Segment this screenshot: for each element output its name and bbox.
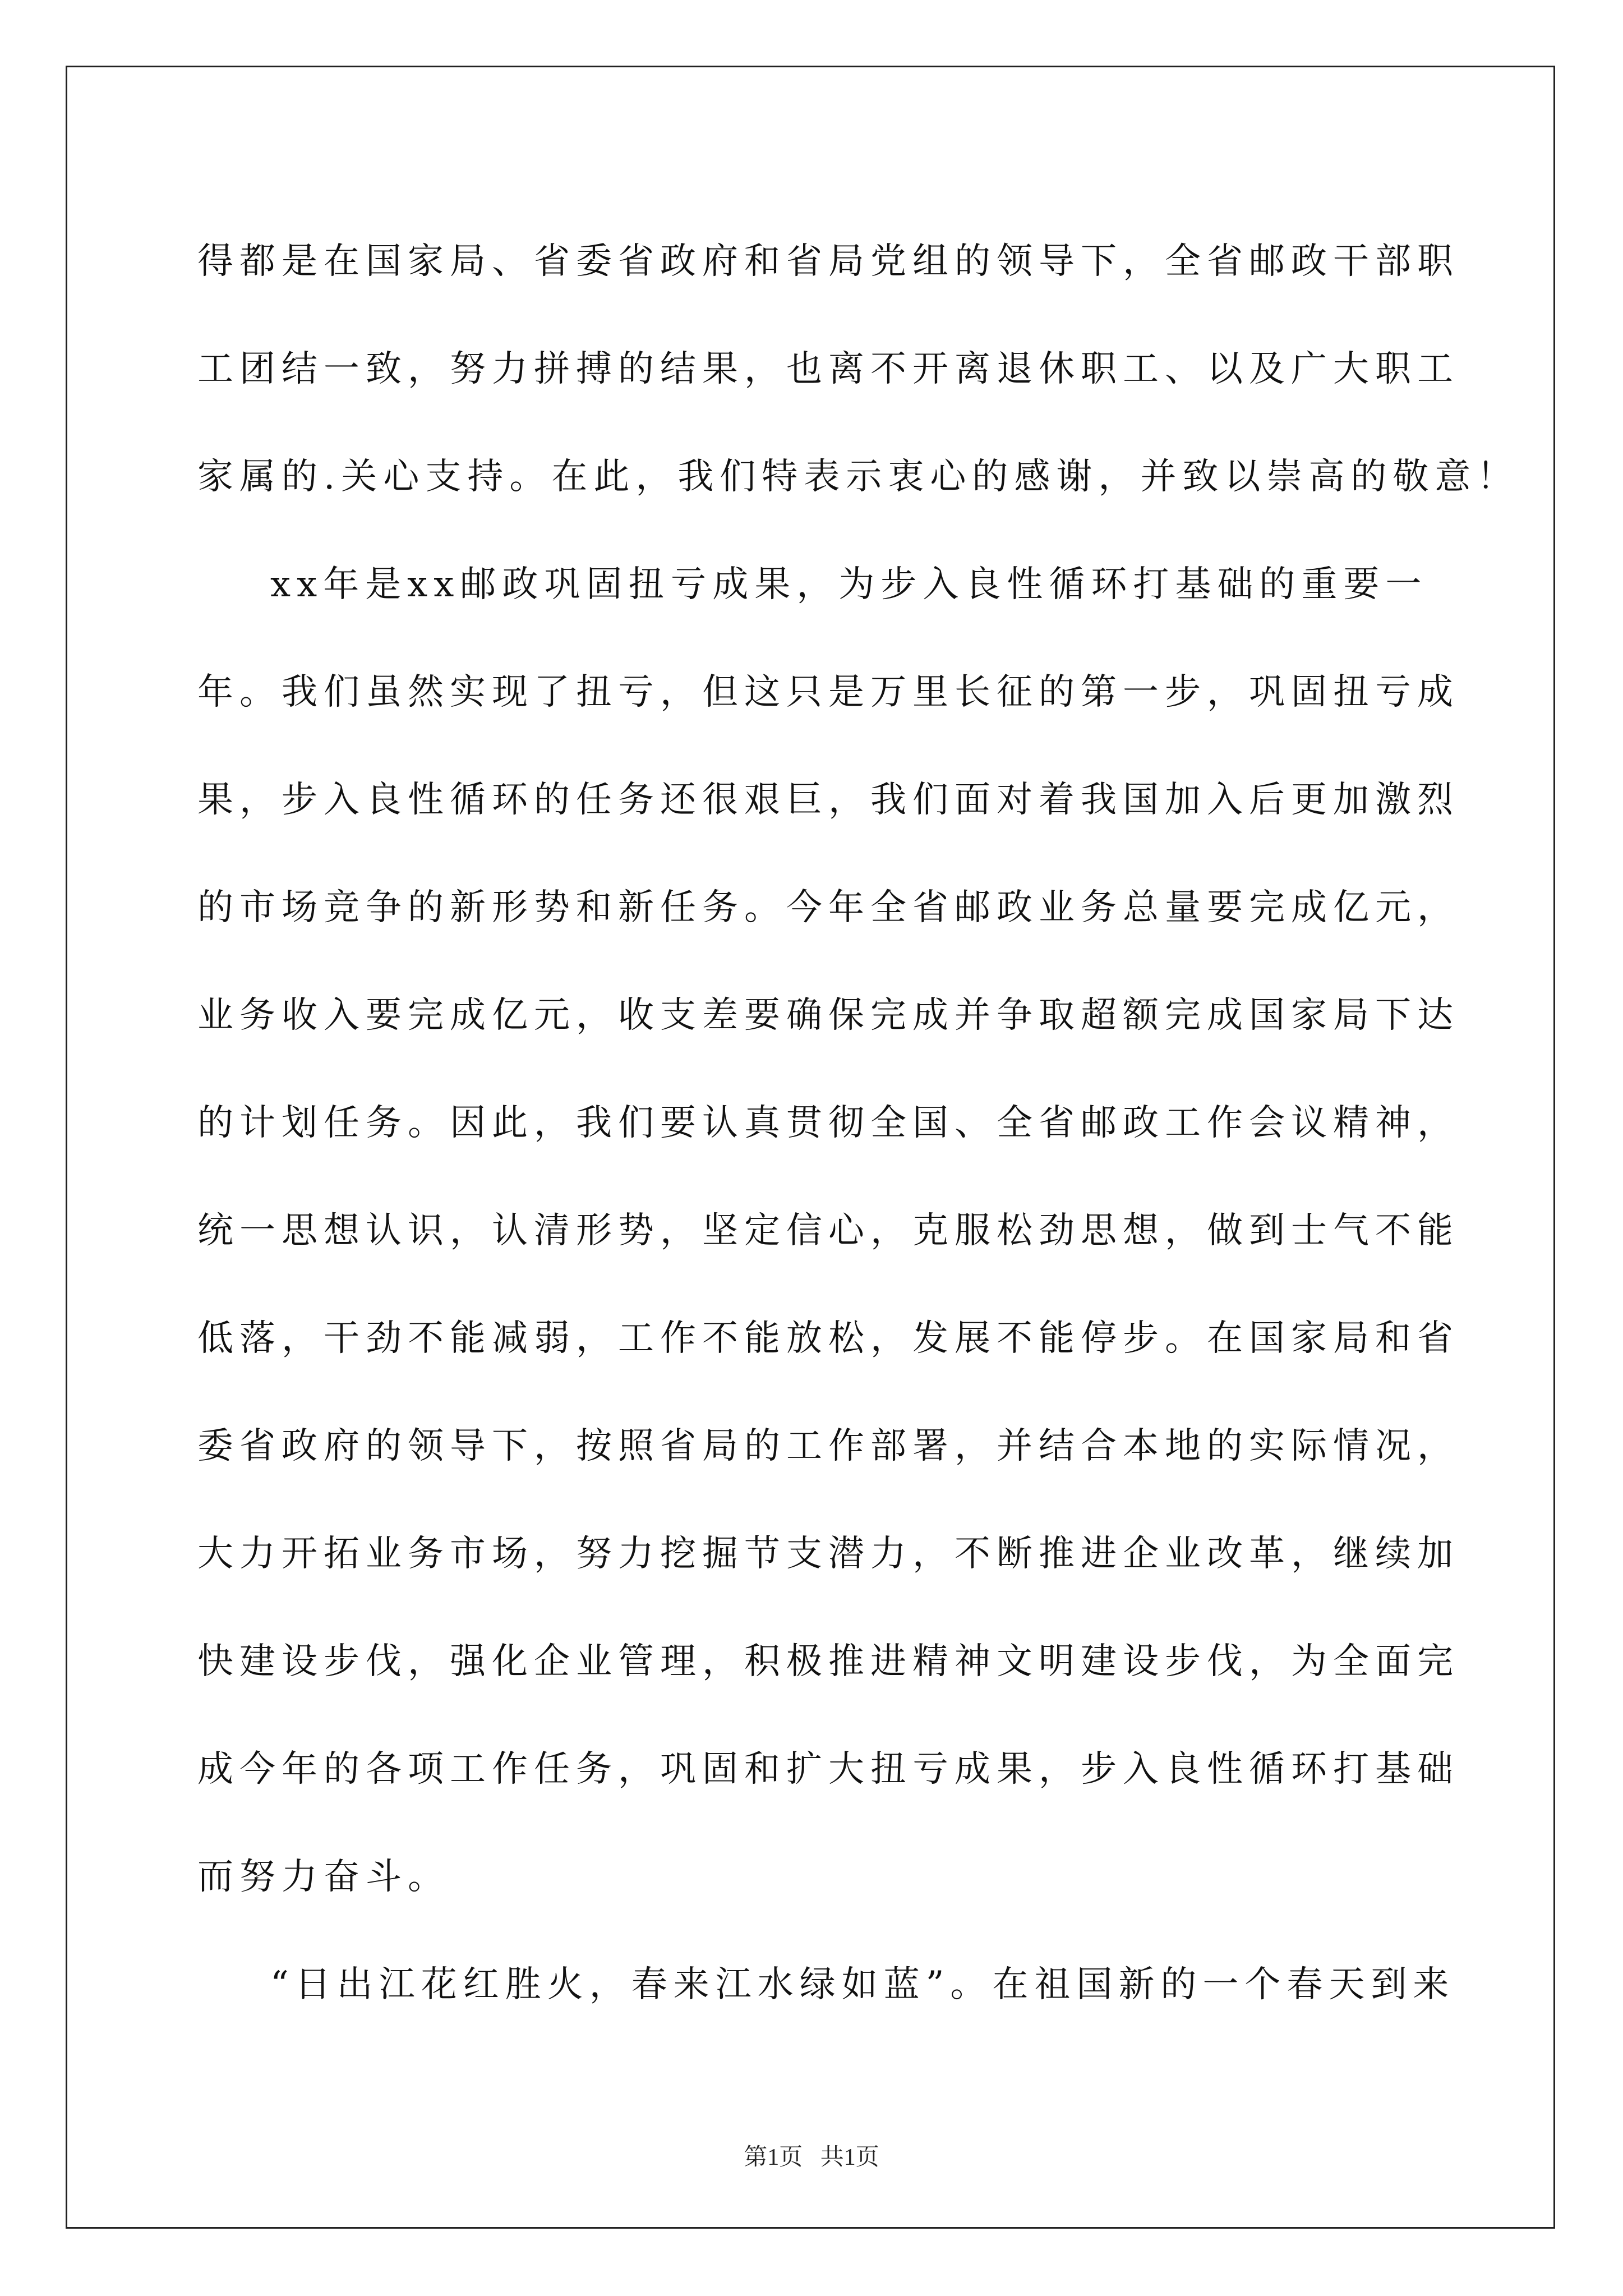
page-number: 第1页: [744, 2145, 803, 2170]
paragraph-line: 统一思想认识，认清形势，坚定信心，克服松劲思想，做到士气不能: [197, 1210, 1459, 1251]
paragraph-line: 年。我们虽然实现了扭亏，但这只是万里长征的第一步，巩固扭亏成: [197, 671, 1459, 713]
paragraph-line: 业务收入要完成亿元，收支差要确保完成并争取超额完成国家局下达: [197, 995, 1459, 1036]
paragraph-line: 果，步入良性循环的任务还很艰巨，我们面对着我国加入后更加激烈: [197, 779, 1459, 821]
document-body: [197, 208, 1519, 2039]
paragraph-line: 得都是在国家局、省委省政府和省局党组的领导下，全省邮政干部职: [197, 241, 1459, 282]
page-total: 共1页: [820, 2145, 879, 2170]
paragraph-line: 家属的.关心支持。在此，我们特表示衷心的感谢，并致以崇高的敬意！: [197, 456, 1519, 498]
paragraph-line: 的计划任务。因此，我们要认真贯彻全国、全省邮政工作会议精神，: [197, 1102, 1459, 1144]
paragraph-line: 的市场竞争的新形势和新任务。今年全省邮政业务总量要完成亿元，: [197, 887, 1459, 928]
paragraph-line: 快建设步伐，强化企业管理，积极推进精神文明建设步伐，为全面完: [197, 1641, 1459, 1682]
page-footer: [0, 2138, 1623, 2172]
paragraph-line: 成今年的各项工作任务，巩固和扩大扭亏成果，步入良性循环打基础: [197, 1749, 1459, 1790]
paragraph-line: 工团结一致，努力拼搏的结果，也离不开离退休职工、以及广大职工: [197, 348, 1459, 390]
paragraph-line: 大力开拓业务市场，努力挖掘节支潜力，不断推进企业改革，继续加: [197, 1533, 1459, 1575]
paragraph-line: xx年是xx邮政巩固扭亏成果，为步入良性循环打基础的重要一: [270, 564, 1428, 605]
paragraph-line: “日出江花红胜火，春来江水绿如蓝”。在祖国新的一个春天到来: [270, 1964, 1455, 2005]
paragraph-line: 低落，干劲不能减弱，工作不能放松，发展不能停步。在国家局和省: [197, 1318, 1459, 1359]
paragraph-line: 而努力奋斗。: [197, 1856, 450, 1898]
paragraph-line: 委省政府的领导下，按照省局的工作部署，并结合本地的实际情况，: [197, 1425, 1459, 1467]
